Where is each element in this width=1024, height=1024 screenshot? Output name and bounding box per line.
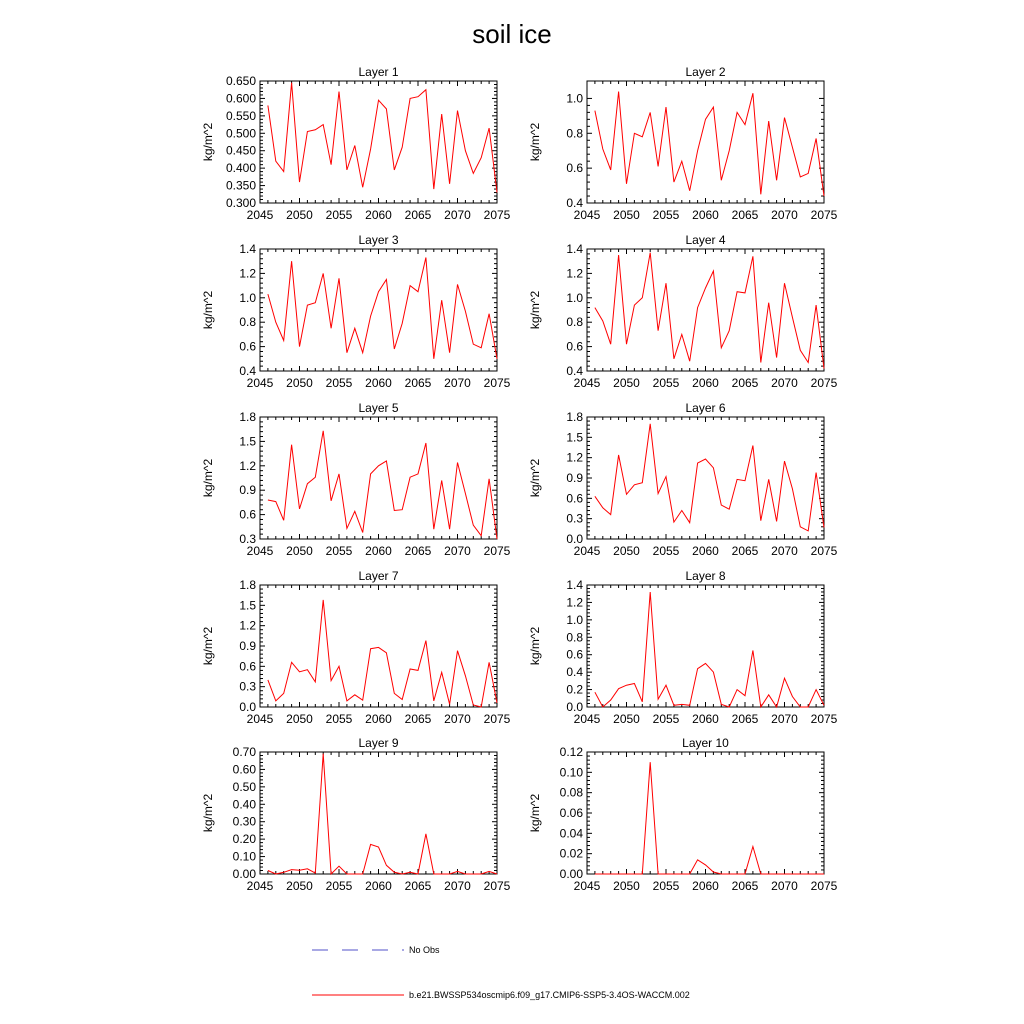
y-tick-label: 1.0	[566, 290, 583, 305]
series-line	[268, 754, 497, 874]
x-tick-label: 2045	[573, 544, 601, 558]
y-tick-label: 0.4	[566, 665, 583, 680]
x-tick-label: 2070	[444, 712, 471, 726]
y-axis-label: kg/m^2	[201, 626, 215, 666]
y-axis-label: kg/m^2	[528, 793, 542, 833]
x-tick-label: 2060	[365, 879, 392, 893]
y-tick-label: 0.00	[232, 867, 256, 881]
y-tick-label: 0.60	[232, 762, 256, 777]
x-tick-label: 2065	[404, 879, 432, 893]
y-tick-label: 0.10	[559, 765, 583, 780]
x-tick-label: 2075	[483, 376, 511, 390]
x-tick-label: 2075	[810, 376, 838, 390]
y-tick-label: 0.450	[225, 143, 256, 158]
panel-layer-6	[528, 401, 838, 558]
x-tick-label: 2070	[771, 376, 798, 390]
x-tick-label: 2045	[246, 208, 274, 222]
y-axis-label: kg/m^2	[201, 458, 215, 498]
panel-title: Layer 7	[358, 569, 399, 583]
y-tick-label: 0.9	[239, 483, 256, 498]
x-tick-label: 2055	[652, 544, 680, 558]
x-tick-label: 2050	[613, 208, 640, 222]
x-tick-label: 2060	[692, 712, 719, 726]
x-tick-label: 2065	[731, 544, 759, 558]
y-axis-label: kg/m^2	[201, 122, 215, 162]
y-axis-label: kg/m^2	[201, 290, 215, 330]
x-tick-label: 2050	[286, 879, 313, 893]
y-tick-label: 0.350	[225, 178, 256, 193]
y-tick-label: 0.70	[232, 745, 256, 759]
x-tick-label: 2075	[810, 544, 838, 558]
y-tick-label: 0.6	[239, 507, 256, 522]
y-axis-label: kg/m^2	[528, 290, 542, 330]
x-tick-label: 2070	[771, 544, 798, 558]
series-line	[595, 762, 824, 874]
y-tick-label: 0.6	[566, 339, 583, 354]
y-tick-label: 0.4	[239, 364, 256, 378]
y-tick-label: 0.20	[232, 832, 256, 847]
y-tick-label: 0.6	[566, 161, 583, 176]
y-tick-label: 0.550	[225, 108, 256, 123]
x-tick-label: 2055	[325, 712, 353, 726]
series-line	[595, 592, 824, 707]
y-tick-label: 1.8	[239, 410, 256, 424]
x-tick-label: 2070	[444, 376, 471, 390]
plot-frame	[587, 249, 824, 371]
panel-layer-4	[528, 233, 838, 390]
x-tick-label: 2060	[692, 544, 719, 558]
y-tick-label: 0.40	[232, 797, 256, 812]
panel-layer-1	[201, 65, 511, 222]
x-tick-label: 2060	[692, 879, 719, 893]
y-tick-label: 0.12	[559, 745, 583, 759]
series-line	[595, 253, 824, 369]
series-line	[595, 424, 824, 531]
legend-series-label: b.e21.BWSSP534oscmip6.f09_g17.CMIP6-SSP5-3.4OS-WACCM.002	[409, 990, 690, 1000]
panel-layer-5	[201, 401, 511, 558]
y-tick-label: 0.0	[239, 700, 256, 714]
y-tick-label: 1.2	[239, 458, 256, 473]
y-tick-label: 0.4	[566, 196, 583, 210]
x-tick-label: 2045	[573, 376, 601, 390]
x-tick-label: 2050	[613, 712, 640, 726]
series-line	[268, 600, 497, 707]
y-tick-label: 0.500	[225, 126, 256, 141]
y-tick-label: 0.08	[559, 785, 583, 800]
x-tick-label: 2060	[692, 208, 719, 222]
y-tick-label: 1.8	[239, 578, 256, 592]
x-tick-label: 2055	[325, 879, 353, 893]
y-tick-label: 1.2	[566, 595, 583, 610]
x-tick-label: 2070	[444, 208, 471, 222]
series-line	[268, 431, 497, 539]
x-tick-label: 2065	[731, 712, 759, 726]
x-tick-label: 2065	[731, 879, 759, 893]
y-axis-label: kg/m^2	[528, 122, 542, 162]
x-tick-label: 2070	[444, 879, 471, 893]
x-tick-label: 2075	[810, 879, 838, 893]
y-tick-label: 1.0	[566, 91, 583, 106]
y-tick-label: 1.5	[239, 598, 256, 613]
legend-no-obs-label: No Obs	[409, 945, 440, 955]
figure-title: soil ice	[472, 19, 552, 49]
plot-frame	[587, 417, 824, 539]
x-tick-label: 2055	[652, 376, 680, 390]
x-tick-label: 2055	[325, 544, 353, 558]
x-tick-label: 2050	[286, 544, 313, 558]
x-tick-label: 2055	[325, 208, 353, 222]
x-tick-label: 2075	[483, 879, 511, 893]
x-tick-label: 2045	[246, 544, 274, 558]
panel-grid	[201, 65, 838, 893]
panel-layer-10	[528, 736, 838, 893]
y-tick-label: 0.4	[566, 364, 583, 378]
y-tick-label: 0.300	[225, 196, 256, 210]
x-tick-label: 2070	[444, 544, 471, 558]
x-tick-label: 2065	[404, 376, 432, 390]
panel-title: Layer 6	[685, 401, 726, 415]
series-line	[268, 258, 497, 359]
y-tick-label: 1.2	[566, 450, 583, 465]
x-tick-label: 2050	[286, 208, 313, 222]
y-tick-label: 0.9	[566, 471, 583, 485]
x-tick-label: 2050	[286, 712, 313, 726]
y-tick-label: 0.6	[566, 491, 583, 506]
series-line	[268, 83, 497, 193]
y-tick-label: 0.400	[225, 161, 256, 176]
y-axis-label: kg/m^2	[528, 626, 542, 666]
y-tick-label: 0.06	[559, 806, 583, 820]
y-tick-label: 0.2	[566, 682, 583, 697]
x-tick-label: 2065	[404, 208, 432, 222]
y-tick-label: 0.6	[239, 659, 256, 674]
panel-layer-8	[528, 569, 838, 726]
y-tick-label: 0.50	[232, 779, 256, 794]
panel-title: Layer 3	[358, 233, 399, 247]
x-tick-label: 2075	[810, 208, 838, 222]
x-tick-label: 2065	[731, 376, 759, 390]
y-tick-label: 0.8	[239, 315, 256, 330]
x-tick-label: 2075	[483, 208, 511, 222]
x-tick-label: 2060	[365, 544, 392, 558]
y-tick-label: 1.5	[566, 430, 583, 445]
panel-title: Layer 9	[358, 736, 399, 750]
panel-layer-9	[201, 736, 511, 893]
x-tick-label: 2065	[404, 712, 432, 726]
y-tick-label: 1.4	[566, 242, 583, 256]
y-tick-label: 1.2	[239, 618, 256, 633]
y-tick-label: 0.3	[566, 511, 583, 526]
x-tick-label: 2055	[325, 376, 353, 390]
x-tick-label: 2045	[573, 208, 601, 222]
x-tick-label: 2060	[365, 208, 392, 222]
y-tick-label: 0.04	[559, 826, 583, 841]
y-tick-label: 1.4	[566, 578, 583, 592]
x-tick-label: 2045	[573, 879, 601, 893]
y-tick-label: 1.5	[239, 434, 256, 449]
x-tick-label: 2075	[483, 712, 511, 726]
y-tick-label: 0.3	[239, 532, 256, 546]
y-tick-label: 0.02	[559, 846, 583, 861]
x-tick-label: 2050	[613, 544, 640, 558]
y-tick-label: 1.0	[239, 290, 256, 305]
legend	[312, 945, 690, 1000]
x-tick-label: 2045	[246, 712, 274, 726]
y-tick-label: 0.9	[239, 639, 256, 653]
plot-frame	[260, 249, 497, 371]
y-tick-label: 0.10	[232, 849, 256, 864]
series-line	[595, 92, 824, 197]
x-tick-label: 2045	[573, 712, 601, 726]
y-tick-label: 1.4	[239, 242, 256, 256]
panel-layer-2	[528, 65, 838, 222]
x-tick-label: 2060	[365, 376, 392, 390]
y-tick-label: 0.8	[566, 126, 583, 141]
y-tick-label: 1.2	[239, 266, 256, 281]
x-tick-label: 2075	[810, 712, 838, 726]
x-tick-label: 2075	[483, 544, 511, 558]
panel-title: Layer 4	[685, 233, 726, 247]
panel-title: Layer 2	[685, 65, 726, 79]
y-tick-label: 0.0	[566, 532, 583, 546]
panel-title: Layer 5	[358, 401, 399, 415]
x-tick-label: 2065	[731, 208, 759, 222]
y-tick-label: 0.6	[566, 647, 583, 662]
plot-frame	[260, 585, 497, 707]
panel-title: Layer 10	[682, 736, 729, 750]
y-tick-label: 0.6	[239, 339, 256, 354]
x-tick-label: 2050	[286, 376, 313, 390]
panel-title: Layer 8	[685, 569, 726, 583]
y-tick-label: 0.600	[225, 91, 256, 106]
y-tick-label: 1.2	[566, 266, 583, 281]
plot-frame	[260, 81, 497, 203]
x-tick-label: 2050	[613, 376, 640, 390]
panel-layer-3	[201, 233, 511, 390]
x-tick-label: 2055	[652, 712, 680, 726]
x-tick-label: 2060	[692, 376, 719, 390]
x-tick-label: 2065	[404, 544, 432, 558]
x-tick-label: 2055	[652, 879, 680, 893]
y-tick-label: 0.8	[566, 315, 583, 330]
y-tick-label: 0.00	[559, 867, 583, 881]
y-tick-label: 1.0	[566, 612, 583, 627]
x-tick-label: 2045	[246, 879, 274, 893]
y-axis-label: kg/m^2	[201, 793, 215, 833]
plot-frame	[587, 585, 824, 707]
x-tick-label: 2045	[246, 376, 274, 390]
x-tick-label: 2070	[771, 208, 798, 222]
y-tick-label: 0.3	[239, 679, 256, 694]
plot-frame	[260, 752, 497, 874]
y-tick-label: 0.30	[232, 814, 256, 829]
x-tick-label: 2050	[613, 879, 640, 893]
panel-layer-7	[201, 569, 511, 726]
x-tick-label: 2070	[771, 879, 798, 893]
y-tick-label: 0.650	[225, 74, 256, 88]
x-tick-label: 2055	[652, 208, 680, 222]
y-tick-label: 0.0	[566, 700, 583, 714]
y-axis-label: kg/m^2	[528, 458, 542, 498]
x-tick-label: 2060	[365, 712, 392, 726]
panel-title: Layer 1	[358, 65, 399, 79]
x-tick-label: 2070	[771, 712, 798, 726]
plot-frame	[587, 752, 824, 874]
y-tick-label: 1.8	[566, 410, 583, 424]
y-tick-label: 0.8	[566, 630, 583, 645]
